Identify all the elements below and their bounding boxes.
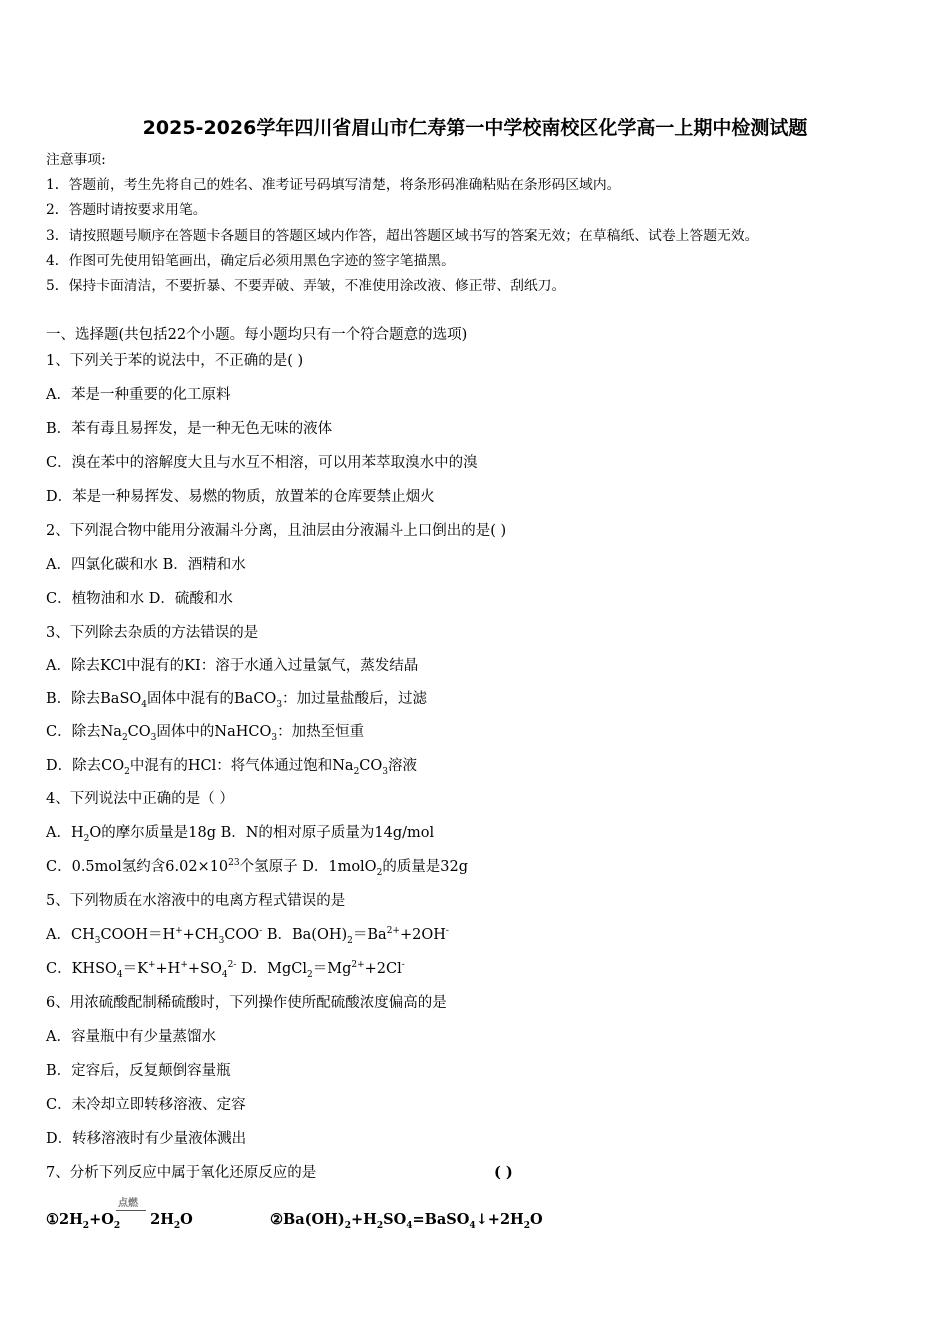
q1-option-a: A．苯是一种重要的化工原料 — [46, 387, 231, 403]
q1-option-b: B．苯有毒且易挥发，是一种无色无味的液体 — [46, 421, 333, 437]
q7-reaction-1: 点燃 $①2H_2+O_2$ $2H_2O$ — [46, 1210, 193, 1230]
q7-stem: 7、分析下列反应中属于氧化还原反应的是 — [46, 1165, 317, 1181]
q2-options-ab: A．四氯化碳和水 B．酒精和水 — [46, 557, 246, 573]
q3-option-b: B．除去BaSO$_4$固体中混有的BaCO$_3$：加过量盐酸后，过滤 — [46, 691, 428, 710]
notice-item-3: 3．请按照题号顺序在答题卡各题目的答题区域内作答，超出答题区域书写的答案无效；在草稿纸、试卷上答题无效。 — [46, 228, 759, 244]
q6-option-a: A．容量瓶中有少量蒸馏水 — [46, 1029, 216, 1045]
q4-stem: 4、下列说法中正确的是（ ） — [46, 791, 234, 807]
q2-options-cd: C．植物油和水 D．硫酸和水 — [46, 591, 233, 607]
q6-option-b: B．定容后，反复颠倒容量瓶 — [46, 1063, 231, 1079]
q4-options-ab: A．$H_2O$的摩尔质量是18g B．N的相对原子质量为14g/mol — [46, 825, 435, 844]
q5-options-ab: A．$CH_3COOH=H^++CH_3COO^-$ B．$Ba(OH)_2=Ba^{2+}+2OH^-$ — [46, 926, 449, 946]
notice-item-2: 2．答题时请按要求用笔。 — [46, 202, 207, 218]
q1-stem: 1、下列关于苯的说法中，不正确的是( ) — [46, 353, 304, 369]
q3-stem: 3、下列除去杂质的方法错误的是 — [46, 625, 259, 641]
notice-item-4: 4．作图可先使用铅笔画出，确定后必须用黑色字迹的签字笔描黑。 — [46, 253, 455, 269]
q5-stem: 5、下列物质在水溶液中的电离方程式错误的是 — [46, 893, 346, 909]
q6-option-c: C．未冷却立即转移溶液、定容 — [46, 1097, 246, 1113]
notice-item-1: 1．答题前，考生先将自己的姓名、准考证号码填写清楚，将条形码准确粘贴在条形码区域内。 — [46, 177, 621, 193]
page-title: 2025-2026学年四川省眉山市仁寿第一中学校南校区化学高一上期中检测试题 — [142, 117, 808, 139]
section-heading: 一、选择题(共包括22个小题。每小题均只有一个符合题意的选项) — [46, 327, 468, 343]
q6-option-d: D．转移溶液时有少量液体溅出 — [46, 1131, 247, 1147]
q3-option-c: C．除去$Na_2CO_3$固体中的NaHCO$_3$：加热至恒重 — [46, 724, 365, 743]
q3-option-d: D．除去$CO_2$中混有的HCl：将气体通过饱和$Na_2CO_3$溶液 — [46, 758, 418, 777]
q3-option-a: A．除去KCl中混有的KI：溶于水通入过量氯气，蒸发结晶 — [46, 658, 419, 674]
notice-item-5: 5．保持卡面清洁，不要折暴、不要弄破、弄皱，不准使用涂改液、修正带、刮纸刀。 — [46, 278, 566, 294]
q1-option-d: D．苯是一种易挥发、易燃的物质，放置苯的仓库要禁止烟火 — [46, 489, 435, 505]
q5-options-cd: C．$KHSO_4=K^++H^++SO_4^{2-}$ D．$MgCl_2=Mg^{2+}+2Cl^-$ — [46, 960, 405, 980]
q6-stem: 6、用浓硫酸配制稀硫酸时，下列操作使所配硫酸浓度偏高的是 — [46, 995, 447, 1011]
q2-stem: 2、下列混合物中能用分液漏斗分离，且油层由分液漏斗上口倒出的是( ) — [46, 523, 507, 539]
reaction-condition: 点燃 — [118, 1198, 138, 1209]
q4-options-cd: C．0.5mol氢约含$6.02\times 10^{23}$个氢原子 D．1molO$_2$的质量是32g — [46, 858, 469, 878]
q7-reaction-2: $②Ba(OH)_2+H_2SO_4=BaSO_4↓+2H_2O$ — [270, 1211, 543, 1231]
reaction-arrow — [116, 1210, 146, 1211]
notice-heading: 注意事项: — [46, 152, 106, 168]
q7-answer-paren: ( ) — [494, 1164, 513, 1181]
q1-option-c: C．溴在苯中的溶解度大且与水互不相溶，可以用苯萃取溴水中的溴 — [46, 455, 478, 471]
